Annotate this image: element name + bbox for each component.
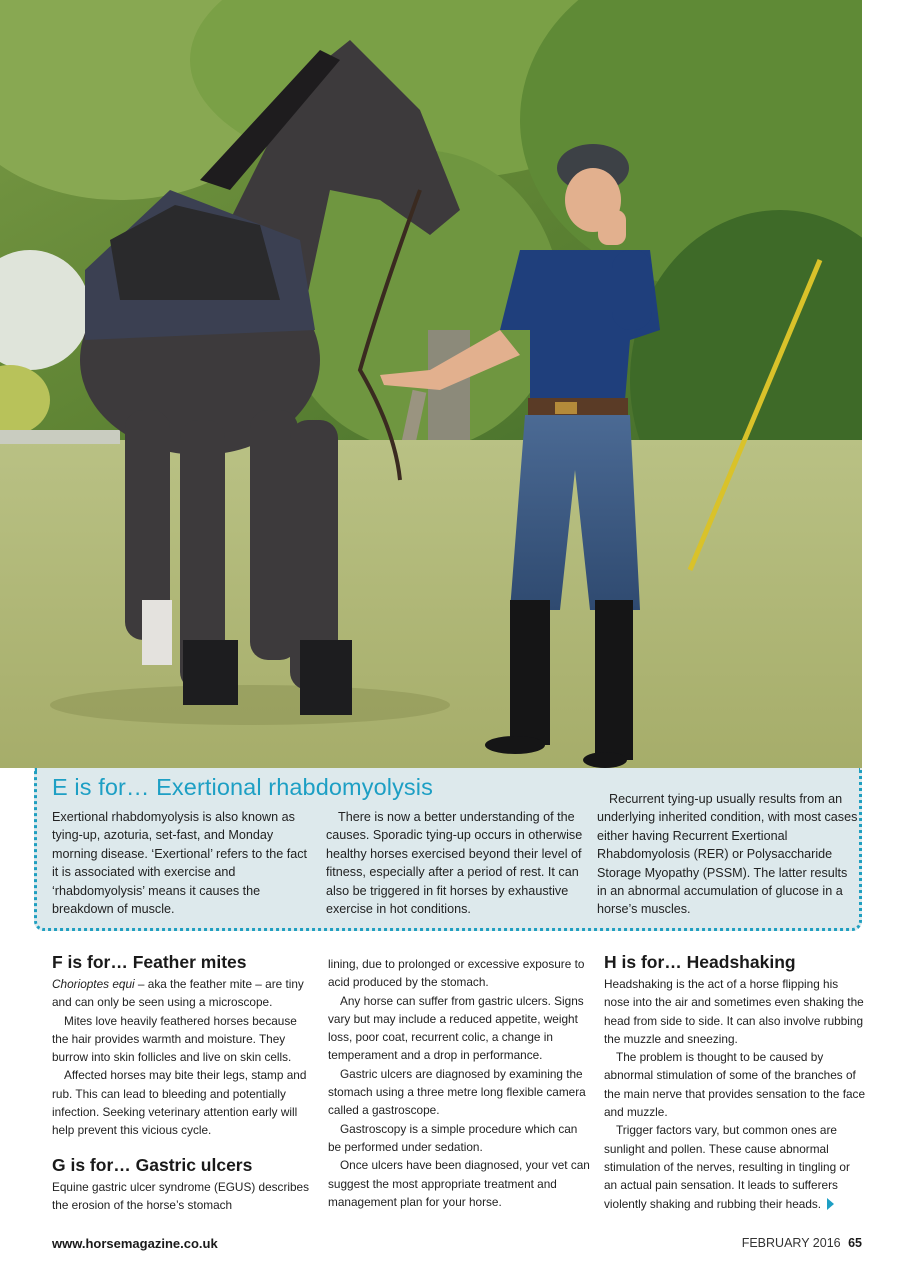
section-paragraph: Gastric ulcers are diagnosed by examining the stomach using a three metre long flexible camera called a gastroscope. [328, 1066, 586, 1118]
section-paragraph: lining, due to prolonged or excessive exposure to acid produced by the stomach. [328, 957, 585, 990]
feature-box-exertional-rhabdomyolysis [34, 768, 862, 931]
section-heading-gastric-ulcers: G is for… Gastric ulcers [52, 1154, 253, 1175]
feature-title: E is for… Exertional rhabdomyolysis [52, 774, 433, 800]
footer-website-link[interactable]: www.horsemagazine.co.uk [52, 1236, 218, 1251]
section-paragraph: Affected horses may bite their legs, stamp and rub. This can lead to bleeding and potentially infection. Seeking veterinary attention early will help prevent this vicious cycle. [52, 1068, 307, 1138]
section-paragraph: Equine gastric ulcer syndrome (EGUS) describes the erosion of the horse’s stomach [52, 1179, 310, 1212]
feature-column-2 [326, 808, 592, 918]
paragraph-text: – aka the feather mite – are tiny and can only be seen using a microscope. [52, 977, 304, 1010]
feature-column-1 [52, 808, 314, 918]
species-name: Chorioptes equi [52, 977, 135, 991]
section-paragraph: Once ulcers have been diagnosed, your vet can suggest the most appropriate treatment and management plan for your horse. [328, 1158, 590, 1209]
end-of-article-arrow-icon [827, 1198, 834, 1210]
feature-paragraph: There is now a better understanding of the causes. Sporadic tying-up occurs in otherwise healthy horses exercised beyond their level of fitness, especially after a period of rest. It can also be triggered in fit horses by exhaustive exercise in hot conditions. [326, 810, 583, 917]
feature-paragraph: Recurrent tying-up usually results from an underlying inherited condition, with most cases either having Recurrent Exertional Rhabdomyolosis (RER) or Polysaccharide Storage Myopathy (PSSM). The latter results in an abnormal accumulation of glucose in a horse’s muscles. [597, 792, 858, 917]
section-paragraph: The problem is thought to be caused by abnormal stimulation of some of the branches of the main nerve that provides sensation to the face and muzzle. [604, 1050, 866, 1120]
paragraph-text: Trigger factors vary, but common ones are sunlight and pollen. These cause abnormal stimulation of the nerves, resulting in tingling or an actual pain sensation. It leads to sufferers violently shaking and rubbing their heads. [604, 1123, 850, 1211]
section-heading-headshaking: H is for… Headshaking [604, 952, 796, 972]
section-paragraph: Any horse can suffer from gastric ulcers. Signs vary but may include a reduced appetite, weight loss, poor coat, recurrent colic, a change in temperament and a drop in performance. [328, 993, 584, 1063]
page-number: 65 [848, 1236, 862, 1250]
feature-column-3 [597, 790, 859, 919]
article-column-1 [52, 951, 314, 1214]
section-paragraph: Mites love heavily feathered horses because the hair provides warmth and moisture. They burrow into skin follicles and live on skin cells. [52, 1013, 297, 1065]
feature-paragraph: Exertional rhabdomyolysis is also known as tying-up, azoturia, set-fast, and Monday morning disease. ‘Exertional’ refers to the fact it is associated with exercise and ‘rhabdomyolysis’ means it causes the breakdown of muscle. [52, 810, 308, 917]
section-paragraph: Headshaking is the act of a horse flipping his nose into the air and sometimes even shaking the head from side to side. It can also involve rubbing the muzzle and sneezing. [604, 977, 864, 1046]
issue-date: FEBRUARY 2016 [741, 1236, 841, 1250]
section-paragraph [52, 975, 314, 1012]
section-heading-feather-mites: F is for… Feather mites [52, 952, 247, 972]
section-paragraph: Gastroscopy is a simple procedure which can be performed under sedation. [328, 1121, 578, 1154]
article-column-2 [328, 955, 590, 1211]
article-column-3 [604, 951, 866, 1213]
section-paragraph [604, 1121, 866, 1212]
footer-issue-info [742, 1236, 862, 1250]
